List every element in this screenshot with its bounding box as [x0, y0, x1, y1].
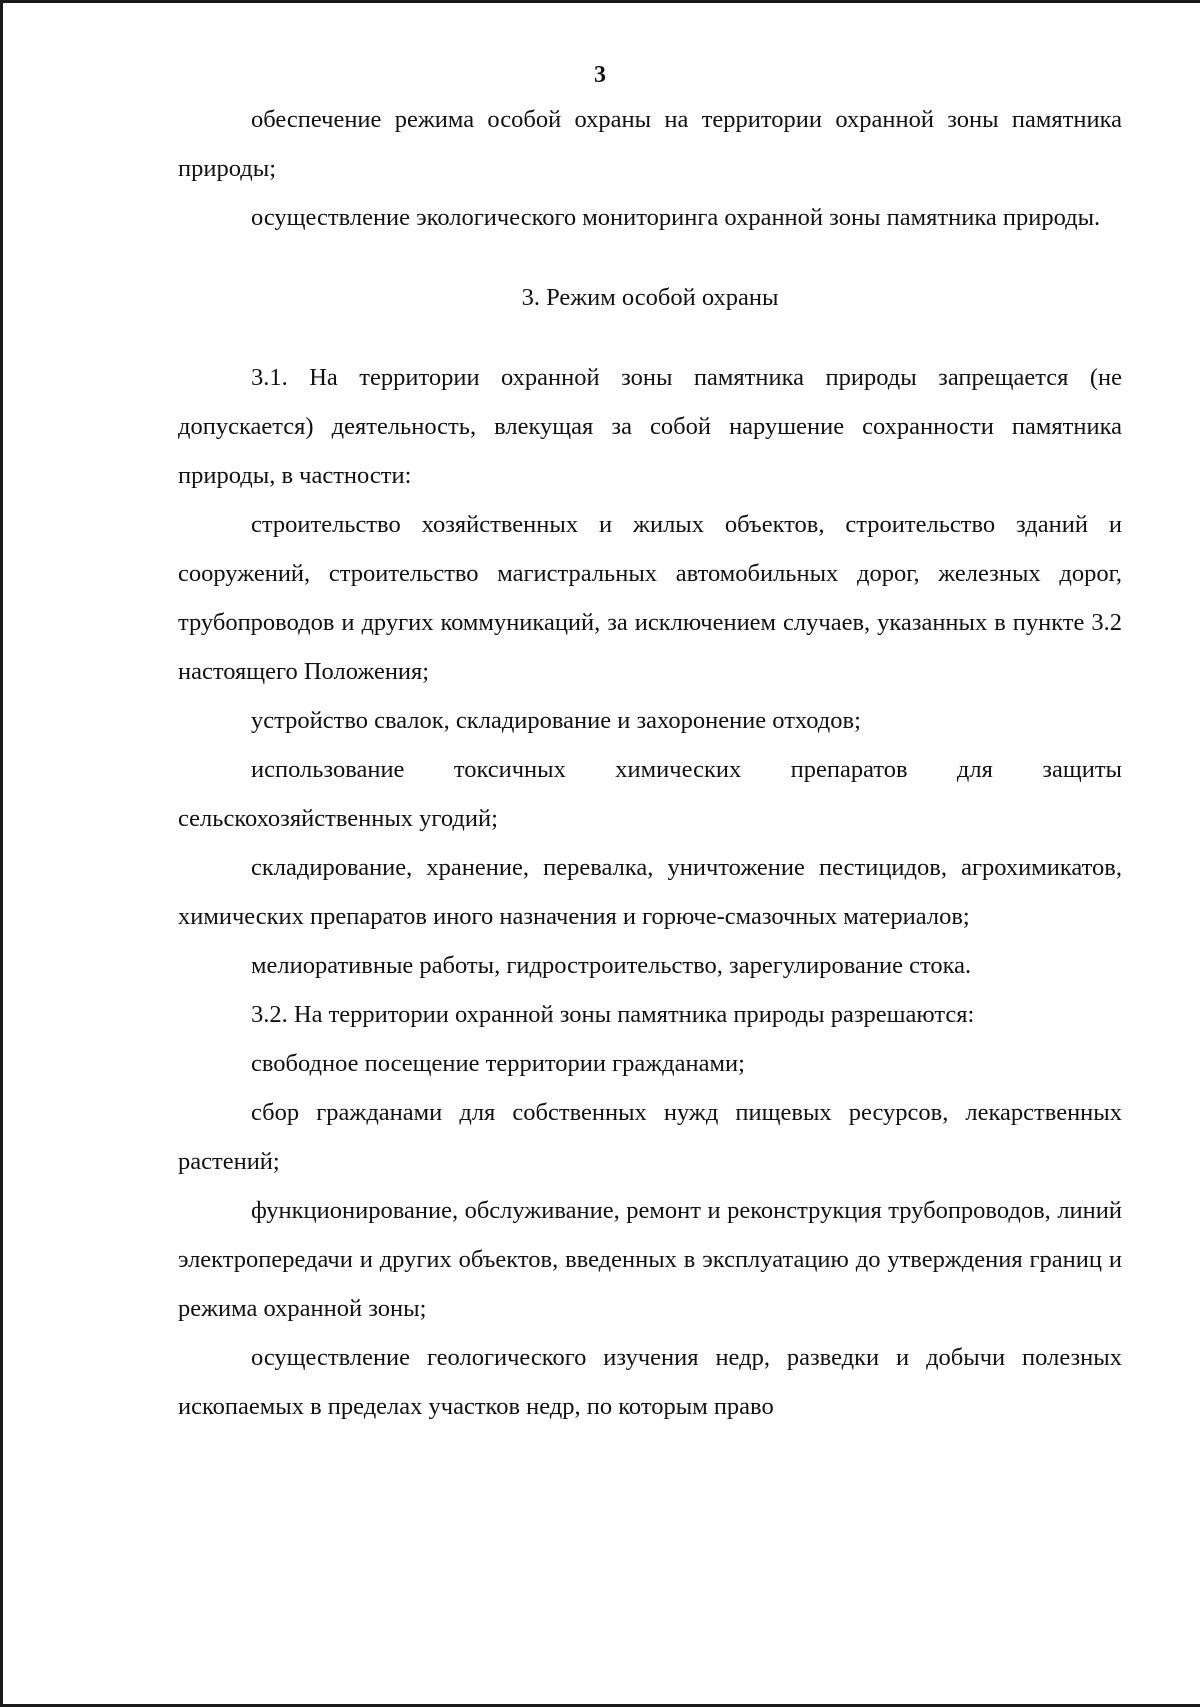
scan-edge-top	[0, 0, 1200, 3]
section-content	[178, 353, 1122, 1431]
list-item-gathering: сбор гражданами для собственных нужд пищевых ресурсов, лекарственных растений;	[178, 1099, 1122, 1175]
list-item-melioration: мелиоративные работы, гидростроительство, зарегулирование стока.	[251, 952, 972, 979]
paragraph-intro-2: осуществление экологического мониторинга охранной зоны памятника природы.	[251, 204, 1101, 231]
paragraph-3-2: 3.2. На территории охранной зоны памятника природы разрешаются:	[251, 1001, 975, 1028]
scan-edge-left	[0, 0, 3, 1707]
list-item-dumps: устройство свалок, складирование и захоронение отходов;	[251, 707, 861, 734]
paragraph-3-1: 3.1. На территории охранной зоны памятника природы запрещается (не допускается) деятельность, влекущая за собой нарушение сохранности памятника природы, в частности:	[178, 364, 1122, 489]
section-heading: 3. Режим особой охраны	[521, 284, 779, 311]
list-item-infrastructure: функционирование, обслуживание, ремонт и реконструкция трубопроводов, линий электропередачи и других объектов, введенных в эксплуатацию до утверждения границ и режима охранной зоны;	[178, 1197, 1122, 1322]
list-item-pesticides: складирование, хранение, перевалка, уничтожение пестицидов, агрохимикатов, химических препаратов иного назначения и горюче-смазочных материалов;	[178, 854, 1122, 930]
list-item-free-visit: свободное посещение территории гражданами;	[251, 1050, 745, 1077]
list-item-construction: строительство хозяйственных и жилых объектов, строительство зданий и сооружений, строительство магистральных автомобильных дорог, железных дорог, трубопроводов и других коммуникаций, за исключением случаев, указанных в пункте 3.2 настоящего Положения;	[178, 511, 1122, 685]
paragraph-intro-1: обеспечение режима особой охраны на территории охранной зоны памятника природы;	[178, 106, 1122, 182]
list-item-toxic-chemicals: использование токсичных химических препаратов для защиты сельскохозяйственных угодий;	[178, 756, 1122, 832]
list-item-geology: осуществление геологического изучения недр, разведки и добычи полезных ископаемых в пределах участков недр, по которым право	[178, 1344, 1122, 1420]
page-number: 3	[594, 62, 606, 88]
document-body	[178, 95, 1122, 1431]
